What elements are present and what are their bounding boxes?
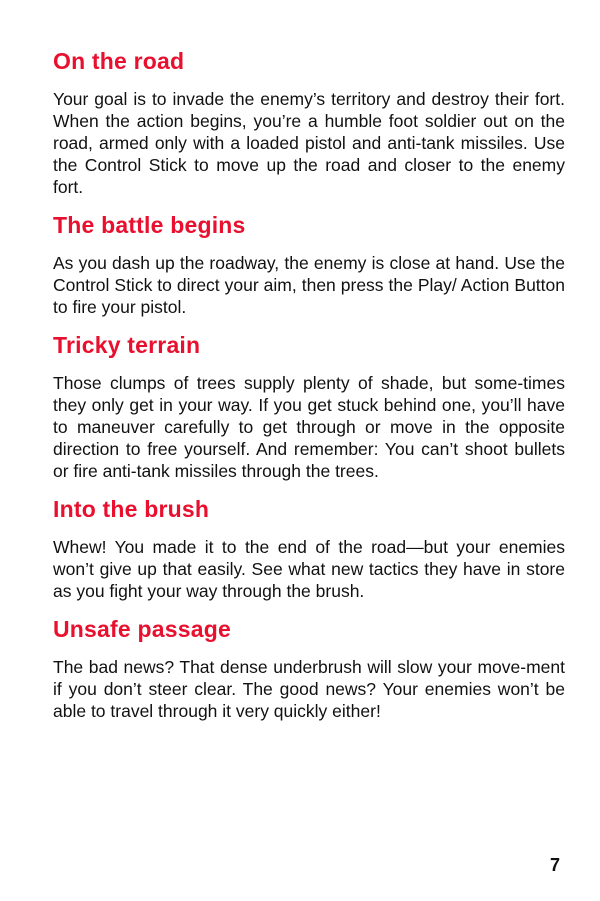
section-unsafe-passage: [53, 614, 565, 722]
page-number: 7: [549, 855, 560, 875]
section-heading: The battle begins: [53, 212, 246, 238]
section-into-the-brush: [53, 494, 565, 602]
section-body: Whew! You made it to the end of the road—but your enemies won’t give up that easily. See what new tactics they have in store as you fight your way through the brush.: [53, 537, 565, 601]
section-the-battle-begins: [53, 210, 565, 318]
section-heading: On the road: [53, 48, 185, 74]
section-heading: Into the brush: [53, 496, 210, 522]
section-heading: Unsafe passage: [53, 616, 231, 642]
section-body: The bad news? That dense underbrush will slow your move-ment if you don’t steer clear. The good news? Your enemies won’t be able to travel through it very quickly either!: [53, 657, 565, 721]
section-body: Your goal is to invade the enemy’s territory and destroy their fort. When the action begins, you’re a humble foot soldier out on the road, armed only with a loaded pistol and anti-tank missiles. Use the Control Stick to move up the road and closer to the enemy fort.: [53, 89, 565, 197]
section-body: As you dash up the roadway, the enemy is close at hand. Use the Control Stick to direct your aim, then press the Play/ Action Button to fire your pistol.: [53, 253, 565, 317]
section-heading: Tricky terrain: [53, 332, 201, 358]
section-tricky-terrain: [53, 330, 565, 482]
section-on-the-road: [53, 46, 565, 198]
page-content: [53, 46, 565, 734]
section-body: Those clumps of trees supply plenty of shade, but some-times they only get in your way. If you get stuck behind one, you’ll have to maneuver carefully to get through or move in the opposite direction to free yourself. And remember: You can’t shoot bullets or fire anti-tank missiles through the trees.: [53, 373, 565, 481]
